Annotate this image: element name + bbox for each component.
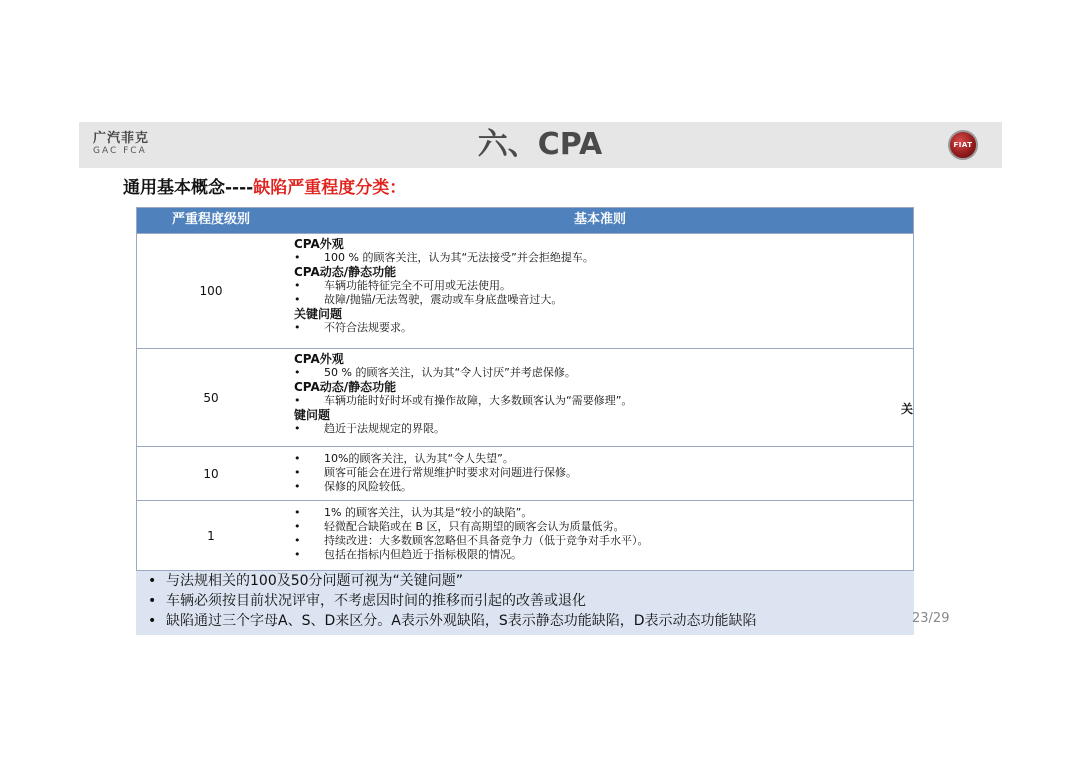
criteria-item: • 车辆功能时好时坏或有操作故障，大多数顾客认为“需要修理”。 bbox=[294, 394, 894, 408]
note-item: • 与法规相关的100及50分问题可视为“关键问题” bbox=[136, 571, 914, 591]
column-header-criteria: 基本准则 bbox=[573, 212, 626, 227]
criteria-item: • 轻微配合缺陷或在 B 区，只有高期望的顾客会认为质量低劣。 bbox=[294, 520, 894, 534]
criteria-item: • 不符合法规要求。 bbox=[294, 321, 894, 335]
criteria-item: • 趋近于法规规定的界限。 bbox=[294, 422, 894, 436]
criteria-item: • 保修的风险较低。 bbox=[294, 480, 894, 494]
criteria-heading: 关键问题 bbox=[294, 307, 343, 321]
criteria-item: • 持续改进：大多数顾客忽略但不具备竞争力（低于竞争对手水平）。 bbox=[294, 534, 894, 548]
slide-subtitle bbox=[123, 176, 406, 200]
criteria-heading: CPA动态/静态功能 bbox=[294, 265, 397, 279]
badge-text: FIAT bbox=[953, 141, 973, 149]
note-item: • 缺陷通过三个字母A、S、D来区分。A表示外观缺陷，S表示静态功能缺陷，D表示动态功能缺陷 bbox=[136, 611, 914, 631]
page-number: 23/29 bbox=[912, 611, 950, 626]
table-row bbox=[136, 500, 914, 570]
criteria-item: • 故障/抛锚/无法驾驶，震动或车身底盘噪音过大。 bbox=[294, 293, 894, 307]
criteria-cell bbox=[294, 352, 894, 436]
criteria-heading: CPA外观 bbox=[294, 237, 344, 251]
logo-chinese: 广汽菲克 bbox=[93, 131, 150, 146]
column-header-level: 严重程度级别 bbox=[171, 212, 250, 227]
criteria-item: • 1% 的顾客关注，认为其是“较小的缺陷”。 bbox=[294, 506, 894, 520]
criteria-item: • 50 % 的顾客关注，认为其“令人讨厌”并考虑保修。 bbox=[294, 366, 894, 380]
company-logo bbox=[93, 132, 163, 158]
table-row bbox=[136, 446, 914, 501]
criteria-cell bbox=[294, 506, 894, 562]
table-row bbox=[136, 233, 914, 349]
note-item: • 车辆必须按目前状况评审，不考虑因时间的推移而引起的改善或退化 bbox=[136, 591, 914, 611]
severity-level: 10 bbox=[203, 467, 219, 481]
notes-box bbox=[136, 571, 914, 635]
criteria-item: • 顾客可能会在进行常规维护时要求对问题进行保修。 bbox=[294, 466, 894, 480]
subtitle-highlight: 缺陷严重程度分类： bbox=[253, 178, 407, 198]
fiat-logo-icon bbox=[948, 130, 978, 160]
criteria-cell bbox=[294, 452, 894, 494]
subtitle-prefix: 通用基本概念---- bbox=[123, 178, 254, 198]
criteria-item: • 100 % 的顾客关注，认为其“无法接受”并会拒绝提车。 bbox=[294, 251, 894, 265]
criteria-heading: CPA动态/静态功能 bbox=[294, 380, 397, 394]
table-header bbox=[136, 207, 914, 233]
severity-level: 1 bbox=[207, 529, 215, 543]
slide-title: 六、CPA bbox=[477, 127, 603, 162]
criteria-heading: CPA外观 bbox=[294, 352, 344, 366]
criteria-item: • 包括在指标内但趋近于指标极限的情况。 bbox=[294, 548, 894, 562]
logo-english: GAC FCA bbox=[93, 146, 147, 156]
criteria-item: • 车辆功能特征完全不可用或无法使用。 bbox=[294, 279, 894, 293]
severity-level: 50 bbox=[203, 391, 219, 405]
criteria-cell bbox=[294, 237, 894, 335]
severity-level: 100 bbox=[199, 284, 223, 298]
overflow-text: 关 bbox=[901, 402, 914, 416]
criteria-heading: 键问题 bbox=[294, 408, 331, 422]
table-row bbox=[136, 348, 914, 447]
criteria-item: • 10%的顾客关注，认为其“令人失望”。 bbox=[294, 452, 894, 466]
